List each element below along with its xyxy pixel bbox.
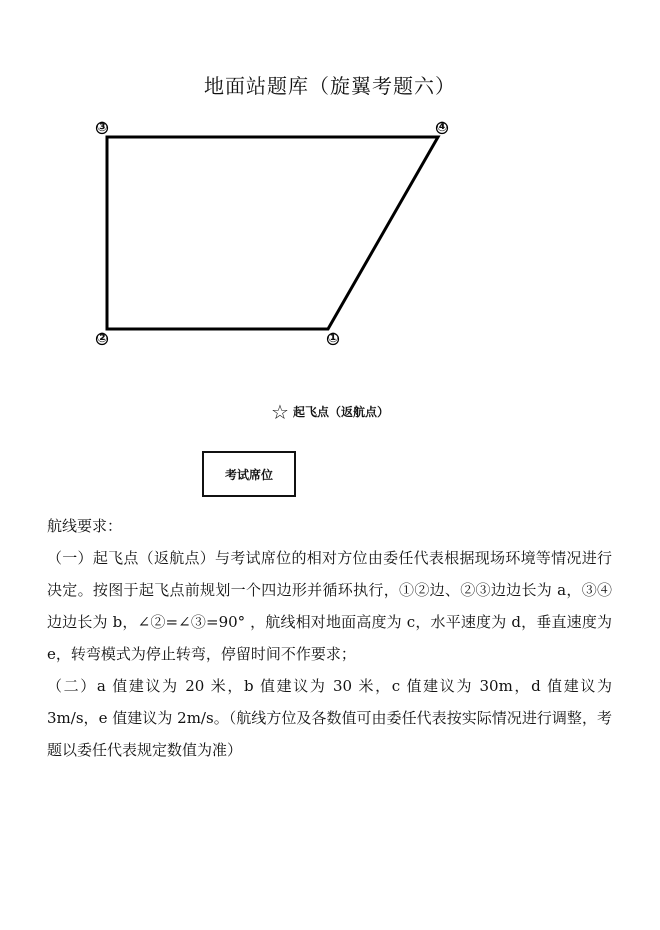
takeoff-label: 起飞点（返航点） — [292, 405, 389, 419]
corner-label-1: ① — [327, 331, 339, 346]
requirement-paragraph-1: （一）起飞点（返航点）与考试席位的相对方位由委任代表根据现场环境等情况进行决定。按图于起飞点前规划一个四边形并循环执行，①②边、②③边边长为 a，③④边边长为 b，∠②=∠③=90° ，航线相对地面高度为 c，水平速度为 d，垂直速度为 e，转弯模式为停止转弯，停留时间不作要求； — [47, 549, 612, 663]
route-heading: 航线要求： — [47, 517, 123, 535]
requirement-paragraph-2: （二）a 值建议为 20 米，b 值建议为 30 米，c 值建议为 30m，d 值建议为 3m/s，e 值建议为 2m/s。（航线方位及各数值可由委任代表按实际情况进行调整，考题以委任代表规定数值为准） — [47, 677, 612, 759]
corner-label-3: ③ — [96, 120, 108, 135]
exam-seat-label: 考试席位 — [224, 467, 273, 482]
takeoff-point — [0, 400, 660, 424]
corner-label-2: ② — [96, 331, 108, 346]
page-title: 地面站题库（旋翼考题六） — [204, 74, 456, 98]
quadrilateral-route — [90, 115, 460, 355]
route-path — [107, 137, 438, 329]
route-requirements — [47, 510, 612, 766]
route-diagram — [90, 115, 460, 355]
star-outline-icon: ☆ — [271, 400, 289, 424]
corner-label-4: ④ — [436, 120, 448, 135]
exam-seat-box — [202, 451, 296, 497]
